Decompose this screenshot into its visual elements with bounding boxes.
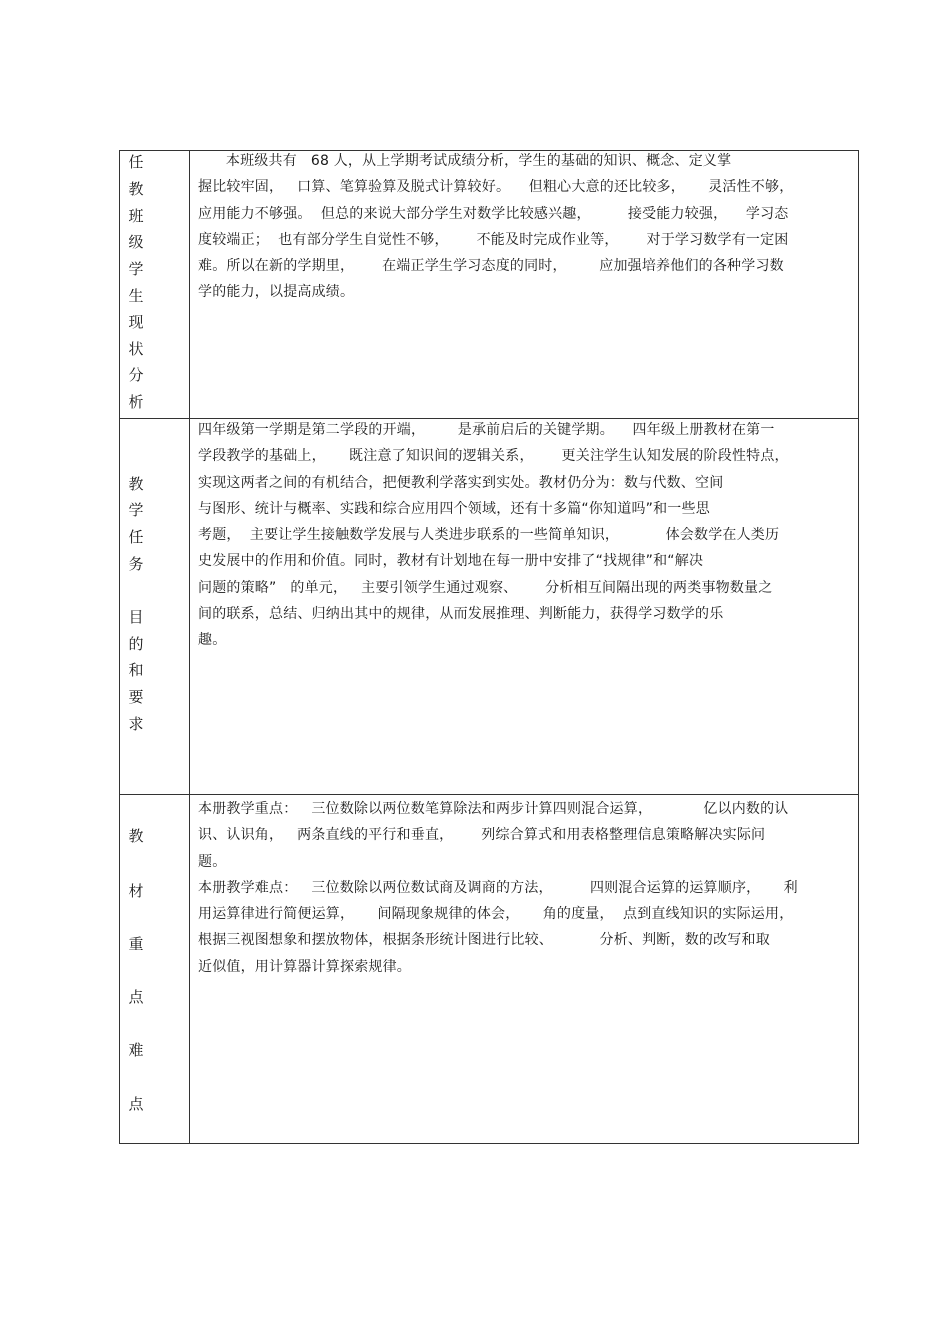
label-char: 难 — [128, 1041, 144, 1059]
text-line: 根据三视图想象和摆放物体，根据条形统计图进行比较、 分析、判断，数的改写和取 — [198, 932, 770, 949]
label-key-difficult-points — [120, 795, 190, 1143]
row-teaching-goals — [120, 419, 858, 795]
plan-table — [119, 150, 859, 1144]
text-line: 本班级共有 68 人，从上学期考试成绩分析，学生的基础的知识、概念、定义掌 — [198, 153, 732, 169]
label-char: 任 — [128, 528, 144, 546]
label-char: 分 — [128, 366, 144, 384]
label-char: 要 — [128, 688, 144, 706]
label-char: 目 — [128, 608, 144, 626]
row-student-analysis — [120, 151, 858, 419]
row-key-difficult-points — [120, 795, 858, 1143]
label-teaching-goals — [120, 419, 190, 794]
text-line: 题。 — [198, 853, 227, 870]
text-line: 问题的策略” 的单元， 主要引领学生通过观察、 分析相互间隔出现的两类事物数量之 — [198, 579, 773, 596]
text-line: 度较端正； 也有部分学生自觉性不够， 不能及时完成作业等， 对于学习数学有一定困 — [198, 231, 789, 248]
label-char: 现 — [128, 313, 144, 331]
text-line: 用运算律进行简便运算， 间隔现象规律的体会， 角的度量， 点到直线知识的实际运用， — [198, 906, 794, 923]
label-char: 点 — [128, 1095, 144, 1113]
text-line: 近似值，用计算器计算探索规律。 — [198, 958, 411, 975]
label-char: 学 — [128, 501, 144, 519]
text-line: 趣。 — [198, 632, 227, 649]
text-line: 本册教学难点： 三位数除以两位数试商及调商的方法， 四则混合运算的运算顺序， 利 — [198, 879, 798, 896]
text-line: 握比较牢固， 口算、笔算验算及脱式计算较好。 但粗心大意的还比较多， 灵活性不够， — [198, 179, 794, 196]
label-char: 和 — [128, 661, 144, 679]
text-line: 实现这两者之间的有机结合，把便教利学落实到实处。教材仍分为：数与代数、空间 — [198, 474, 724, 491]
text-line: 学的能力，以提高成绩。 — [198, 284, 355, 301]
text-line: 间的联系，总结、归纳出其中的规律，从而发展推理、判断能力，获得学习数学的乐 — [198, 606, 724, 623]
label-char: 重 — [128, 935, 144, 953]
label-char: 班 — [128, 207, 144, 225]
label-char: 教 — [128, 475, 144, 493]
text-line: 与图形、统计与概率、实践和综合应用四个领域，还有十多篇“你知道吗”和一些思 — [198, 500, 710, 517]
label-char: 教 — [128, 180, 144, 198]
text-line: 考题， 主要让学生接触数学发展与人类进步联系的一些简单知识， 体会数学在人类历 — [198, 527, 780, 544]
label-char: 生 — [128, 287, 144, 305]
label-char: 求 — [128, 715, 144, 733]
label-char: 析 — [128, 393, 144, 411]
text-line: 史发展中的作用和价值。同时，教材有计划地在每一册中安排了“找规律”和“解决 — [198, 553, 704, 570]
content-key-difficult-points — [198, 796, 848, 980]
label-student-analysis — [120, 151, 190, 418]
label-char: 材 — [128, 882, 144, 900]
label-char: 状 — [128, 340, 144, 358]
label-char: 点 — [128, 988, 144, 1006]
label-char: 教 — [128, 827, 144, 845]
label-char: 务 — [128, 555, 144, 573]
label-char: 任 — [128, 153, 144, 171]
content-teaching-goals — [198, 417, 848, 654]
label-char: 级 — [128, 233, 144, 251]
content-student-analysis — [198, 148, 848, 306]
label-char: 学 — [128, 260, 144, 278]
text-line: 四年级第一学期是第二学段的开端， 是承前启后的关键学期。 四年级上册教材在第一 — [198, 422, 775, 438]
text-line: 本册教学重点： 三位数除以两位数笔算除法和两步计算四则混合运算， 亿以内数的认 — [198, 801, 789, 817]
text-line: 识、认识角， 两条直线的平行和垂直， 列综合算式和用表格整理信息策略解决实际问 — [198, 827, 766, 844]
label-char: 的 — [128, 635, 144, 653]
text-line: 应用能力不够强。 但总的来说大部分学生对数学比较感兴趣， 接受能力较强， 学习态 — [198, 205, 789, 222]
text-line: 难。所以在新的学期里， 在端正学生学习态度的同时， 应加强培养他们的各种学习数 — [198, 258, 784, 275]
text-line: 学段教学的基础上， 既注意了知识间的逻辑关系， 更关注学生认知发展的阶段性特点， — [198, 448, 789, 465]
